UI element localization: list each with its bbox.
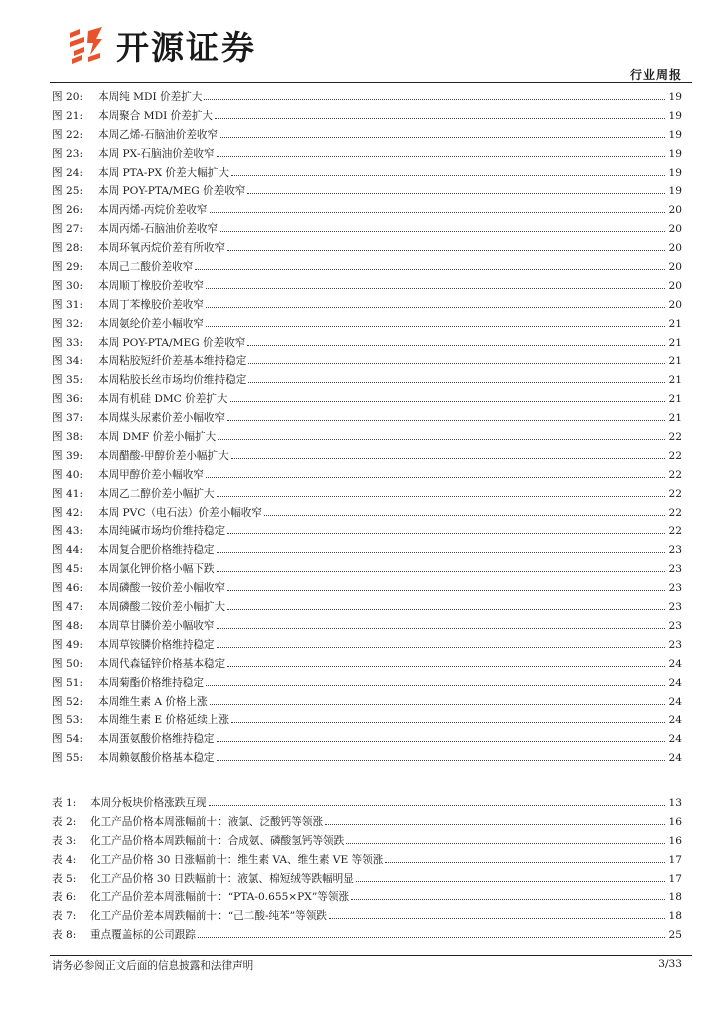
brand-logo [66, 24, 256, 66]
figure-toc-entry[interactable] [52, 240, 682, 259]
toc-page-number: 23 [668, 563, 682, 576]
brand-name: 开源证券 [116, 27, 256, 67]
toc-title: 本周丙烯-石脑油价差收窄 [98, 223, 219, 236]
toc-label: 图 47: [52, 601, 84, 614]
toc-label: 表 8: [52, 929, 77, 942]
toc-leader-dots [217, 741, 665, 742]
toc-title: 本周环氧丙烷价差有所收窄 [98, 242, 226, 255]
table-toc-entry[interactable] [52, 795, 682, 814]
toc-title: 本周顺丁橡胶价差收窄 [98, 279, 204, 292]
toc-leader-dots [231, 722, 665, 723]
toc-page-number: 22 [668, 468, 682, 481]
toc-page-number: 19 [668, 166, 682, 179]
toc-title: 本周聚合 MDI 价差扩大 [98, 109, 214, 122]
toc-leader-dots [217, 571, 665, 572]
toc-page-number: 19 [668, 128, 682, 141]
toc-page-number: 21 [668, 374, 682, 387]
toc-page-number: 23 [668, 544, 682, 557]
table-toc-entry[interactable] [52, 814, 682, 833]
toc-title: 本周丁苯橡胶价差收窄 [98, 298, 204, 311]
toc-leader-dots [227, 533, 665, 534]
toc-label: 图 26: [52, 204, 84, 217]
header-divider [50, 82, 692, 83]
toc-page-number: 20 [668, 223, 682, 236]
toc-title: 本周菊酯价格维持稳定 [98, 676, 204, 689]
toc-title: 化工产品价差本周跌幅前十：“己二酸-纯苯”等领跌 [90, 910, 327, 923]
toc-label: 图 45: [52, 563, 84, 576]
toc-title: 本周丙烯-丙烷价差收窄 [98, 204, 208, 217]
toc-leader-dots [351, 899, 665, 900]
figure-toc-entry[interactable] [52, 580, 682, 599]
toc-label: 表 2: [52, 815, 77, 828]
toc-title: 本周己二酸价差收窄 [98, 261, 194, 274]
toc-page-number: 19 [668, 91, 682, 103]
toc-title: 本周 POY-PTA/MEG 价差收窄 [98, 336, 246, 349]
toc-leader-dots [217, 628, 665, 629]
page-number: 3/33 [658, 958, 682, 970]
figure-toc-entry[interactable] [52, 599, 682, 618]
toc-page-number: 23 [668, 619, 682, 632]
toc-page-number: 24 [668, 714, 682, 727]
toc-label: 图 36: [52, 393, 84, 406]
toc-page-number: 24 [668, 733, 682, 746]
toc-leader-dots [206, 685, 665, 686]
toc-page-number: 24 [668, 657, 682, 670]
figure-toc-entry[interactable] [52, 297, 682, 316]
toc-title: 重点覆盖标的公司跟踪 [90, 929, 196, 942]
footer-divider [50, 955, 692, 956]
toc-leader-dots [227, 666, 665, 667]
toc-label: 图 42: [52, 506, 84, 519]
toc-label: 图 23: [52, 147, 84, 160]
toc-label: 图 28: [52, 242, 84, 255]
toc-leader-dots [218, 439, 665, 440]
toc-leader-dots [346, 843, 665, 844]
figure-toc-entry[interactable] [52, 505, 682, 524]
table-toc-entry[interactable] [52, 908, 682, 927]
toc-label: 图 55: [52, 752, 84, 765]
toc-label: 图 38: [52, 431, 84, 444]
figure-toc-entry[interactable] [52, 467, 682, 486]
toc-page-number: 23 [668, 601, 682, 614]
toc-label: 图 44: [52, 544, 84, 557]
toc-leader-dots [217, 496, 665, 497]
toc-label: 图 43: [52, 525, 84, 538]
toc-label: 图 31: [52, 298, 84, 311]
toc-page-number: 16 [668, 834, 682, 847]
toc-page-number: 20 [668, 298, 682, 311]
table-toc-entry[interactable] [52, 852, 682, 871]
toc-leader-dots [247, 345, 665, 346]
toc-title: 本周纯碱市场均价维持稳定 [98, 525, 226, 538]
toc-page-number: 24 [668, 695, 682, 708]
toc-page-number: 19 [668, 147, 682, 160]
toc-label: 图 34: [52, 355, 84, 368]
toc-leader-dots [248, 363, 665, 364]
toc-label: 表 3: [52, 834, 77, 847]
figure-toc-entry[interactable] [52, 675, 682, 694]
toc-label: 图 29: [52, 261, 84, 274]
toc-label: 图 51: [52, 676, 84, 689]
toc-label: 表 5: [52, 872, 77, 885]
toc-page-number: 16 [668, 815, 682, 828]
toc-leader-dots [210, 212, 665, 213]
figure-toc-entry[interactable] [52, 146, 682, 165]
toc-page-number: 17 [668, 853, 682, 866]
toc-leader-dots [195, 269, 665, 270]
figure-toc-entry[interactable] [52, 183, 682, 202]
figure-toc-entry[interactable] [52, 618, 682, 637]
toc-leader-dots [206, 288, 665, 289]
toc-title: 本周醋酸-甲醇价差小幅扩大 [98, 449, 229, 462]
table-toc-entry[interactable] [52, 871, 682, 890]
toc-title: 本周维生素 A 价格上涨 [98, 695, 208, 708]
toc-leader-dots [231, 175, 665, 176]
toc-leader-dots [217, 760, 665, 761]
toc-title: 本周 PX-石脑油价差收窄 [98, 147, 215, 160]
toc-leader-dots [209, 805, 665, 806]
toc-page-number: 22 [668, 487, 682, 500]
toc-page-number: 13 [668, 797, 682, 809]
figure-toc-entry[interactable] [52, 221, 682, 240]
figure-list [52, 89, 682, 769]
toc-leader-dots [264, 515, 665, 516]
toc-label: 图 37: [52, 412, 84, 425]
toc-title: 本周有机硅 DMC 价差扩大 [98, 393, 228, 406]
figure-toc-entry[interactable] [52, 165, 682, 184]
toc-page-number: 21 [668, 393, 682, 406]
figure-toc-entry[interactable] [52, 391, 682, 410]
toc-leader-dots [227, 420, 665, 421]
toc-page-number: 21 [668, 355, 682, 368]
toc-leader-dots [220, 231, 665, 232]
figure-toc-entry[interactable] [52, 259, 682, 278]
toc-title: 本周乙烯-石脑油价差收窄 [98, 128, 219, 141]
figure-toc-entry[interactable] [52, 694, 682, 713]
figure-toc-entry[interactable] [52, 127, 682, 146]
table-toc-entry[interactable] [52, 833, 682, 852]
figure-toc-entry[interactable] [52, 712, 682, 731]
toc-label: 图 52: [52, 695, 84, 708]
figure-toc-entry[interactable] [52, 372, 682, 391]
toc-title: 化工产品价格 30 日涨幅前十：维生素 VA、维生素 VE 等领涨 [90, 853, 384, 866]
toc-page-number: 20 [668, 204, 682, 217]
toc-leader-dots [329, 918, 665, 919]
toc-leader-dots [217, 647, 665, 648]
toc-title: 本周磷酸二铵价差小幅扩大 [98, 601, 226, 614]
toc-leader-dots [247, 193, 665, 194]
toc-page-number: 23 [668, 582, 682, 595]
figure-toc-entry[interactable] [52, 656, 682, 675]
toc-page-number: 20 [668, 261, 682, 274]
toc-leader-dots [385, 862, 665, 863]
toc-title: 本周 PVC（电石法）价差小幅收窄 [98, 506, 262, 519]
toc-title: 本周代森锰锌价格基本稳定 [98, 657, 226, 670]
figure-toc-entry[interactable] [52, 335, 682, 354]
toc-leader-dots [204, 99, 665, 100]
toc-page-number: 21 [668, 317, 682, 330]
toc-page-number: 25 [668, 929, 682, 942]
toc-page-number: 20 [668, 279, 682, 292]
toc-leader-dots [227, 250, 665, 251]
toc-page-number: 17 [668, 872, 682, 885]
toc-label: 表 1: [52, 797, 77, 809]
toc-label: 图 25: [52, 185, 84, 198]
toc-title: 本周赖氨酸价格基本稳定 [98, 752, 215, 765]
toc-title: 本周氨纶价差小幅收窄 [98, 317, 204, 330]
toc-page-number: 22 [668, 431, 682, 444]
figure-toc-entry[interactable] [52, 637, 682, 656]
toc-leader-dots [206, 326, 665, 327]
toc-page-number: 21 [668, 412, 682, 425]
toc-leader-dots [198, 937, 665, 938]
toc-title: 本周 POY-PTA/MEG 价差收窄 [98, 185, 246, 198]
toc-title: 本周维生素 E 价格延续上涨 [98, 714, 229, 727]
toc-label: 图 30: [52, 279, 84, 292]
toc-page-number: 19 [668, 185, 682, 198]
toc-leader-dots [248, 382, 665, 383]
toc-label: 表 6: [52, 891, 77, 904]
toc-title: 本周 PTA-PX 价差大幅扩大 [98, 166, 229, 179]
toc-label: 图 27: [52, 223, 84, 236]
figure-toc-entry[interactable] [52, 486, 682, 505]
toc-leader-dots [230, 401, 665, 402]
toc-title: 化工产品价差本周涨幅前十：“PTA-0.655×PX”等领涨 [90, 891, 350, 904]
toc-page-number: 18 [668, 891, 682, 904]
toc-title: 本周草铵膦价格维持稳定 [98, 638, 215, 651]
toc-page-number: 24 [668, 752, 682, 765]
figure-toc-entry[interactable] [52, 448, 682, 467]
toc-title: 本周草甘膦价差小幅收窄 [98, 619, 215, 632]
toc-leader-dots [210, 704, 665, 705]
figure-toc-entry[interactable] [52, 731, 682, 750]
toc-label: 图 22: [52, 128, 84, 141]
document-type: 行业周报 [629, 68, 682, 82]
toc-leader-dots [227, 609, 665, 610]
toc-title: 本周乙二醇价差小幅扩大 [98, 487, 215, 500]
toc-title: 本周分板块价格涨跌互现 [90, 797, 207, 809]
figure-toc-entry[interactable] [52, 523, 682, 542]
toc-label: 表 7: [52, 910, 77, 923]
toc-leader-dots [217, 156, 665, 157]
figure-toc-entry[interactable] [52, 750, 682, 769]
toc-page-number: 22 [668, 506, 682, 519]
toc-label: 表 4: [52, 853, 77, 866]
toc-title: 化工产品价格本周涨幅前十：液氯、泛酸钙等领涨 [90, 815, 324, 828]
toc-label: 图 48: [52, 619, 84, 632]
figure-toc-entry[interactable] [52, 89, 682, 108]
toc-leader-dots [220, 137, 665, 138]
toc-label: 图 40: [52, 468, 84, 481]
toc-title: 本周复合肥价格维持稳定 [98, 544, 215, 557]
figure-toc-entry[interactable] [52, 108, 682, 127]
toc-label: 图 54: [52, 733, 84, 746]
figure-toc-entry[interactable] [52, 316, 682, 335]
table-toc-entry[interactable] [52, 889, 682, 908]
toc-page-number: 20 [668, 242, 682, 255]
toc-page-number: 22 [668, 525, 682, 538]
toc-leader-dots [356, 881, 665, 882]
toc-label: 图 53: [52, 714, 84, 727]
toc-label: 图 32: [52, 317, 84, 330]
toc-title: 本周 DMF 价差小幅扩大 [98, 431, 217, 444]
toc-title: 本周纯 MDI 价差扩大 [98, 91, 203, 103]
toc-leader-dots [206, 477, 665, 478]
figure-toc-entry[interactable] [52, 410, 682, 429]
footer-disclaimer: 请务必参阅正文后面的信息披露和法律声明 [52, 960, 254, 972]
toc-title: 本周粘胶长丝市场均价维持稳定 [98, 374, 247, 387]
toc-label: 图 41: [52, 487, 84, 500]
figure-toc-entry[interactable] [52, 278, 682, 297]
toc-leader-dots [206, 307, 665, 308]
toc-page-number: 24 [668, 676, 682, 689]
table-toc-entry[interactable] [52, 927, 682, 946]
toc-label: 图 39: [52, 449, 84, 462]
figure-toc-entry[interactable] [52, 542, 682, 561]
figure-toc-entry[interactable] [52, 353, 682, 372]
toc-label: 图 35: [52, 374, 84, 387]
toc-leader-dots [231, 458, 665, 459]
toc-label: 图 50: [52, 657, 84, 670]
kaiyuan-logo-icon [66, 25, 106, 65]
toc-title: 本周蛋氨酸价格维持稳定 [98, 733, 215, 746]
toc-label: 图 20: [52, 91, 84, 103]
toc-leader-dots [215, 118, 665, 119]
toc-label: 图 46: [52, 582, 84, 595]
toc-label: 图 24: [52, 166, 84, 179]
figure-toc-entry[interactable] [52, 429, 682, 448]
figure-toc-entry[interactable] [52, 202, 682, 221]
toc-title: 本周粘胶短纤价差基本维持稳定 [98, 355, 247, 368]
toc-label: 图 49: [52, 638, 84, 651]
toc-label: 图 33: [52, 336, 84, 349]
toc-title: 本周磷酸一铵价差小幅收窄 [98, 582, 226, 595]
toc-title: 化工产品价格 30 日跌幅前十：液氯、棉短绒等跌幅明显 [90, 872, 354, 885]
toc-page-number: 23 [668, 638, 682, 651]
toc-title: 本周氯化钾价格小幅下跌 [98, 563, 215, 576]
toc-label: 图 21: [52, 109, 84, 122]
toc-title: 化工产品价格本周跌幅前十：合成氨、磷酸氢钙等领跌 [90, 834, 345, 847]
toc-leader-dots [217, 552, 665, 553]
toc-page-number: 19 [668, 109, 682, 122]
toc-title: 本周煤头尿素价差小幅收窄 [98, 412, 226, 425]
toc-page-number: 22 [668, 449, 682, 462]
toc-page-number: 18 [668, 910, 682, 923]
table-list [52, 795, 682, 946]
figure-toc-entry[interactable] [52, 561, 682, 580]
toc-leader-dots [227, 590, 665, 591]
toc-leader-dots [325, 824, 665, 825]
toc-page-number: 21 [668, 336, 682, 349]
toc-title: 本周甲醇价差小幅收窄 [98, 468, 204, 481]
